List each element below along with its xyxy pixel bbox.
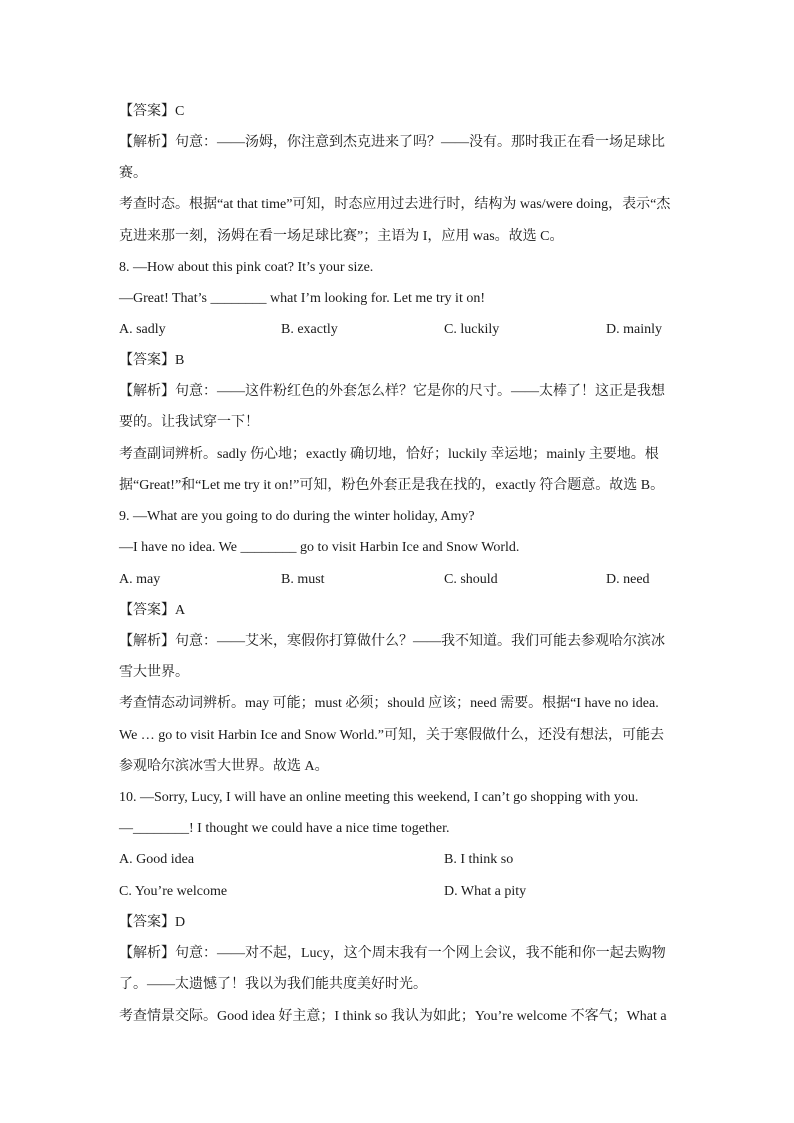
explanation-line: 了。——太遗憾了！我以为我们能共度美好时光。 xyxy=(119,977,427,992)
question-8-stem: 8. —How about this pink coat? It’s your size. xyxy=(119,260,374,275)
answer-label: 【答案】D xyxy=(119,915,186,930)
explanation-line: 【解析】句意：——汤姆，你注意到杰克进来了吗？——没有。那时我正在看一场足球比 xyxy=(119,135,665,150)
explanation-line: 雪大世界。 xyxy=(119,665,189,680)
analysis-line: We … go to visit Harbin Ice and Snow World.”可知，关于寒假做什么，还没有想法，可能去 xyxy=(119,728,664,743)
analysis-line: 考查时态。根据“at that time”可知，时态应用过去进行时，结构为 was/were doing，表示“杰 xyxy=(119,197,671,212)
q9-option-a: A. may xyxy=(119,572,161,587)
question-9-stem: 9. —What are you going to do during the winter holiday, Amy? xyxy=(119,509,475,524)
explanation-line: 赛。 xyxy=(119,166,147,181)
q8-option-c: C. luckily xyxy=(444,322,500,337)
explanation-line: 【解析】句意：——这件粉红色的外套怎么样？它是你的尺寸。——太棒了！这正是我想 xyxy=(119,384,665,399)
q8-option-b: B. exactly xyxy=(281,322,338,337)
analysis-line: 据“Great!”和“Let me try it on!”可知，粉色外套正是我在找的，exactly 符合题意。故选 B。 xyxy=(119,478,665,493)
q9-option-b: B. must xyxy=(281,572,325,587)
q8-option-d: D. mainly xyxy=(606,322,662,337)
question-9-reply: —I have no idea. We ________ go to visit Harbin Ice and Snow World. xyxy=(119,540,520,555)
q10-option-c: C. You’re welcome xyxy=(119,884,228,899)
analysis-line: 克进来那一刻，汤姆在看一场足球比赛”；主语为 I，应用 was。故选 C。 xyxy=(119,229,564,244)
question-10-reply: —________! I thought we could have a nice time together. xyxy=(119,821,450,836)
explanation-line: 【解析】句意：——对不起，Lucy，这个周末我有一个网上会议，我不能和你一起去购物 xyxy=(119,946,666,961)
analysis-line: 考查情景交际。Good idea 好主意；I think so 我认为如此；You’re welcome 不客气；What a xyxy=(119,1009,667,1024)
answer-label: 【答案】C xyxy=(119,104,185,119)
q10-option-b: B. I think so xyxy=(444,852,514,867)
answer-label: 【答案】B xyxy=(119,353,185,368)
analysis-line: 参观哈尔滨冰雪大世界。故选 A。 xyxy=(119,759,329,774)
analysis-line: 考查副词辨析。sadly 伤心地；exactly 确切地，恰好；luckily 幸运地；mainly 主要地。根 xyxy=(119,447,659,462)
explanation-line: 【解析】句意：——艾米，寒假你打算做什么？——我不知道。我们可能去参观哈尔滨冰 xyxy=(119,634,665,649)
question-8-reply: —Great! That’s ________ what I’m looking for. Let me try it on! xyxy=(119,291,486,306)
analysis-line: 考查情态动词辨析。may 可能；must 必须；should 应该；need 需要。根据“I have no idea. xyxy=(119,696,659,711)
q9-option-c: C. should xyxy=(444,572,498,587)
q10-option-a: A. Good idea xyxy=(119,852,195,867)
question-10-stem: 10. —Sorry, Lucy, I will have an online meeting this weekend, I can’t go shopping with you. xyxy=(119,790,639,805)
q9-option-d: D. need xyxy=(606,572,650,587)
q10-option-d: D. What a pity xyxy=(444,884,527,899)
q8-option-a: A. sadly xyxy=(119,322,166,337)
explanation-line: 要的。让我试穿一下！ xyxy=(119,415,259,430)
answer-label: 【答案】A xyxy=(119,603,186,618)
